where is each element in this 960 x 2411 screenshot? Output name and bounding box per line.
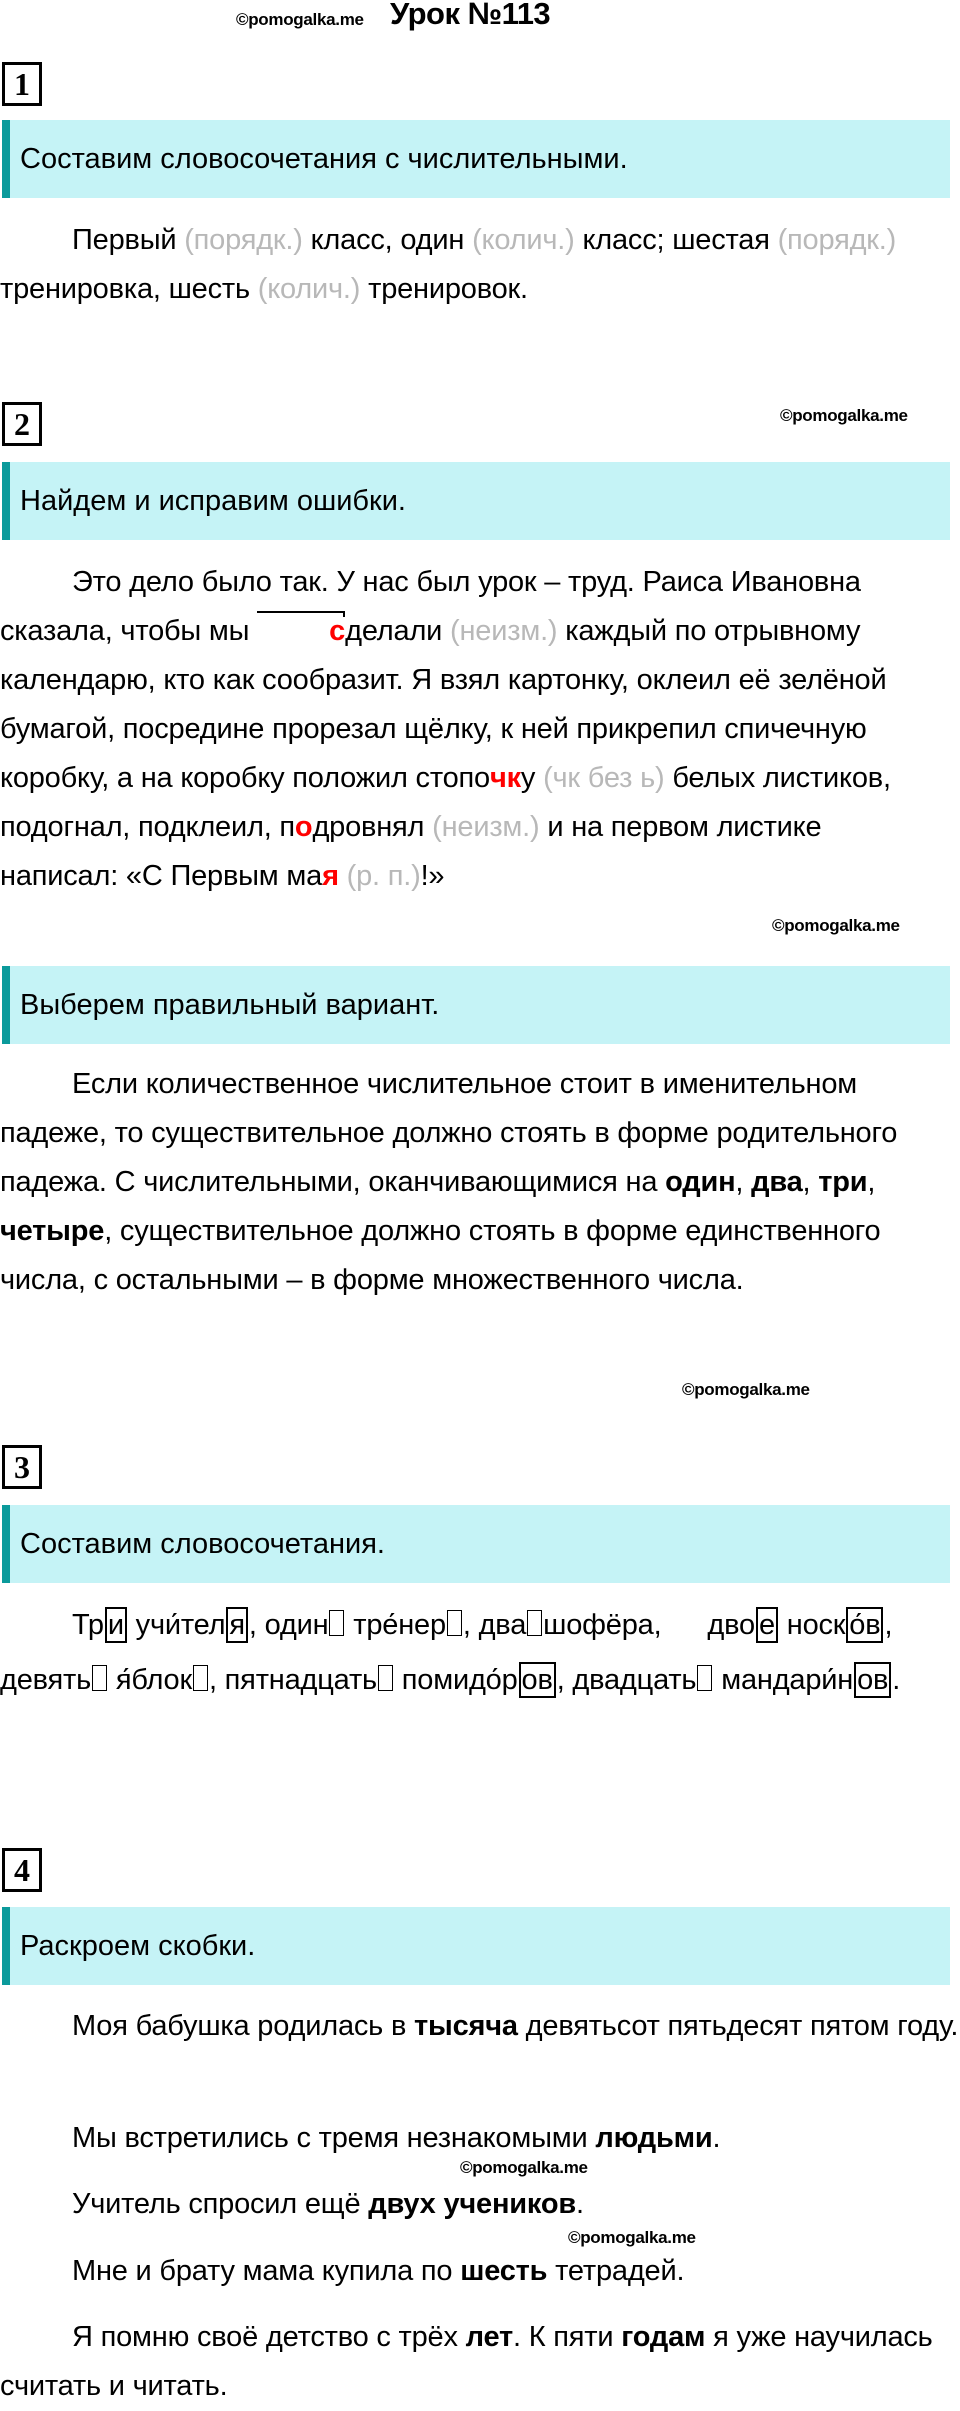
task-number-3: 3 [2, 1445, 42, 1489]
story-text: делали [345, 615, 443, 647]
sentence-text: Моя бабушка родилась в [72, 2010, 415, 2042]
sentence-text: тетрадей. [547, 2255, 685, 2287]
sentence-text: . К пяти [513, 2321, 622, 2353]
answer-text: Первый [72, 224, 177, 256]
answer-bold: лет [465, 2321, 514, 2353]
ending-box: ов [854, 1662, 891, 1698]
answer-text: тренировок. [368, 273, 528, 305]
corrected-letters: чк [489, 762, 521, 794]
hint-text: (неизм.) [432, 811, 540, 843]
task-2-banner: Найдем и исправим ошибки. [2, 462, 950, 540]
hint-text: (р. п.) [346, 860, 421, 892]
sentence-text: Мы встретились с тремя незнакомыми [72, 2122, 596, 2154]
phrase-text: , пятнадцать [208, 1664, 377, 1696]
rule-bold: один [665, 1166, 736, 1198]
phrase-text: . [892, 1664, 901, 1696]
sentence-text: Я помню своё детство с трёх [72, 2321, 466, 2353]
phrase-text: шофёра, [543, 1609, 662, 1641]
watermark: ©pomogalka.me [780, 406, 908, 425]
ending-box: я [226, 1607, 248, 1643]
separator: , [735, 1166, 752, 1198]
sentence-1 [0, 2002, 960, 2051]
phrase-text: помидо́р [393, 1664, 518, 1696]
answer-bold: годам [621, 2321, 706, 2353]
answer-bold: тысяча [414, 2010, 518, 2042]
stressed-letter: о́ [849, 1609, 866, 1641]
story-text: у [520, 762, 536, 794]
phrase-text: дво [707, 1609, 755, 1641]
answer-text: класс; шестая [582, 224, 770, 256]
story-text: !» [420, 860, 445, 892]
sentence-text: я уже научилась считать и читать. [0, 2321, 933, 2402]
phrase-text: , девять [0, 1609, 893, 1696]
task-number-2: 2 [2, 402, 42, 446]
separator: , [802, 1166, 819, 1198]
story-text: дровнял [312, 811, 425, 843]
phrase-text: тре́нер [345, 1609, 446, 1641]
ending-box: е [756, 1607, 778, 1643]
rule-bold: четыре [0, 1215, 105, 1247]
sentence-4 [0, 2247, 960, 2296]
answer-bold: шесть [460, 2255, 548, 2287]
ending-box: ов [519, 1662, 556, 1698]
task-4-banner: Раскроем скобки. [2, 1907, 950, 1985]
corrected-letter: о [294, 811, 313, 843]
rule-bold: три [818, 1166, 868, 1198]
sentence-2 [0, 2114, 960, 2163]
empty-ending-box [92, 1665, 107, 1691]
answer-bold: людьми [595, 2122, 713, 2154]
sentence-text: Мне и брату мама купила по [72, 2255, 461, 2287]
empty-ending-box [378, 1665, 393, 1691]
task-3-phrases [0, 1598, 960, 1708]
ending-letter: в [865, 1609, 881, 1641]
answer-text: класс, один [310, 224, 465, 256]
rule-text: Если количественное числительное стоит в именительном падеже, то существительное должно стоять в форме родительного падежа. С числительными, оканчивающимися на [0, 1068, 898, 1198]
phrase-text: носк [786, 1609, 846, 1641]
phrase-text: , один [248, 1609, 329, 1641]
watermark: ©pomogalka.me [236, 10, 364, 29]
watermark: ©pomogalka.me [568, 2228, 696, 2247]
sentence-5 [0, 2313, 960, 2411]
ending-box: и [105, 1607, 127, 1643]
phrase-text: , двадцать [556, 1664, 697, 1696]
task-2-rule [0, 1060, 950, 1305]
task-number-4: 4 [2, 1848, 42, 1892]
sentence-text: . [712, 2122, 721, 2154]
rule-bold: два [751, 1166, 803, 1198]
phrase-text: мандари́н [721, 1664, 854, 1696]
empty-ending-box [447, 1610, 462, 1636]
task-2-story [0, 558, 945, 901]
story-text: белых листиков, подогнал, подклеил, п [0, 762, 891, 843]
task-number-1: 1 [2, 62, 42, 106]
hint-text: (неизм.) [450, 615, 558, 647]
watermark: ©pomogalka.me [682, 1380, 810, 1399]
answer-text: тренировка, шесть [0, 273, 250, 305]
sentence-3 [0, 2180, 960, 2229]
sentence-text: . [575, 2188, 584, 2220]
corrected-letter: я [322, 860, 339, 892]
empty-ending-box [697, 1665, 712, 1691]
sentence-text: девятьсот пятьдесят пятом году. [517, 2010, 959, 2042]
empty-ending-box [193, 1665, 208, 1691]
answer-bold: двух учеников [368, 2188, 576, 2220]
empty-ending-box [527, 1610, 542, 1636]
hint-text: (порядк.) [777, 224, 897, 256]
phrase-text: я́блок [108, 1664, 192, 1696]
task-1-answer [0, 216, 960, 314]
page-title: Урок №113 [390, 0, 551, 31]
hint-text: (колич.) [472, 224, 575, 256]
task-2-rule-banner: Выберем правильный вариант. [2, 966, 950, 1044]
phrase-text: , два [462, 1609, 527, 1641]
empty-ending-box [329, 1610, 344, 1636]
hint-text: (чк без ь) [543, 762, 665, 794]
story-text: каждый по отрывному календарю, кто как сообразит. Я взял картонку, оклеил её зелёной бумагой, посредине прорезал щёлку, к ней прикрепил спичечную коробку, а на коробку положил стопо [0, 615, 887, 794]
separator: , [867, 1166, 876, 1198]
sentence-text: Учитель спросил ещё [72, 2188, 369, 2220]
phrase-text: учи́тел [127, 1609, 226, 1641]
rule-text: , существительное должно стоять в форме единственного числа, с остальными – в форме множественного числа. [0, 1215, 881, 1296]
task-3-banner: Составим словосочетания. [2, 1505, 950, 1583]
hint-text: (порядк.) [184, 224, 303, 256]
ending-box [846, 1607, 883, 1643]
hint-text: (колич.) [257, 273, 361, 305]
watermark: ©pomogalka.me [460, 2158, 588, 2177]
story-text: и на первом листике написал: «С Первым ма [0, 811, 822, 892]
prefix-letter: с [257, 607, 345, 656]
story-text: Это дело было так. У нас был урок – труд. Раиса Ивановна сказала, чтобы мы [0, 566, 861, 647]
phrase-text: Тр [72, 1609, 104, 1641]
watermark: ©pomogalka.me [772, 916, 900, 935]
task-1-banner: Составим словосочетания с числительными. [2, 120, 950, 198]
